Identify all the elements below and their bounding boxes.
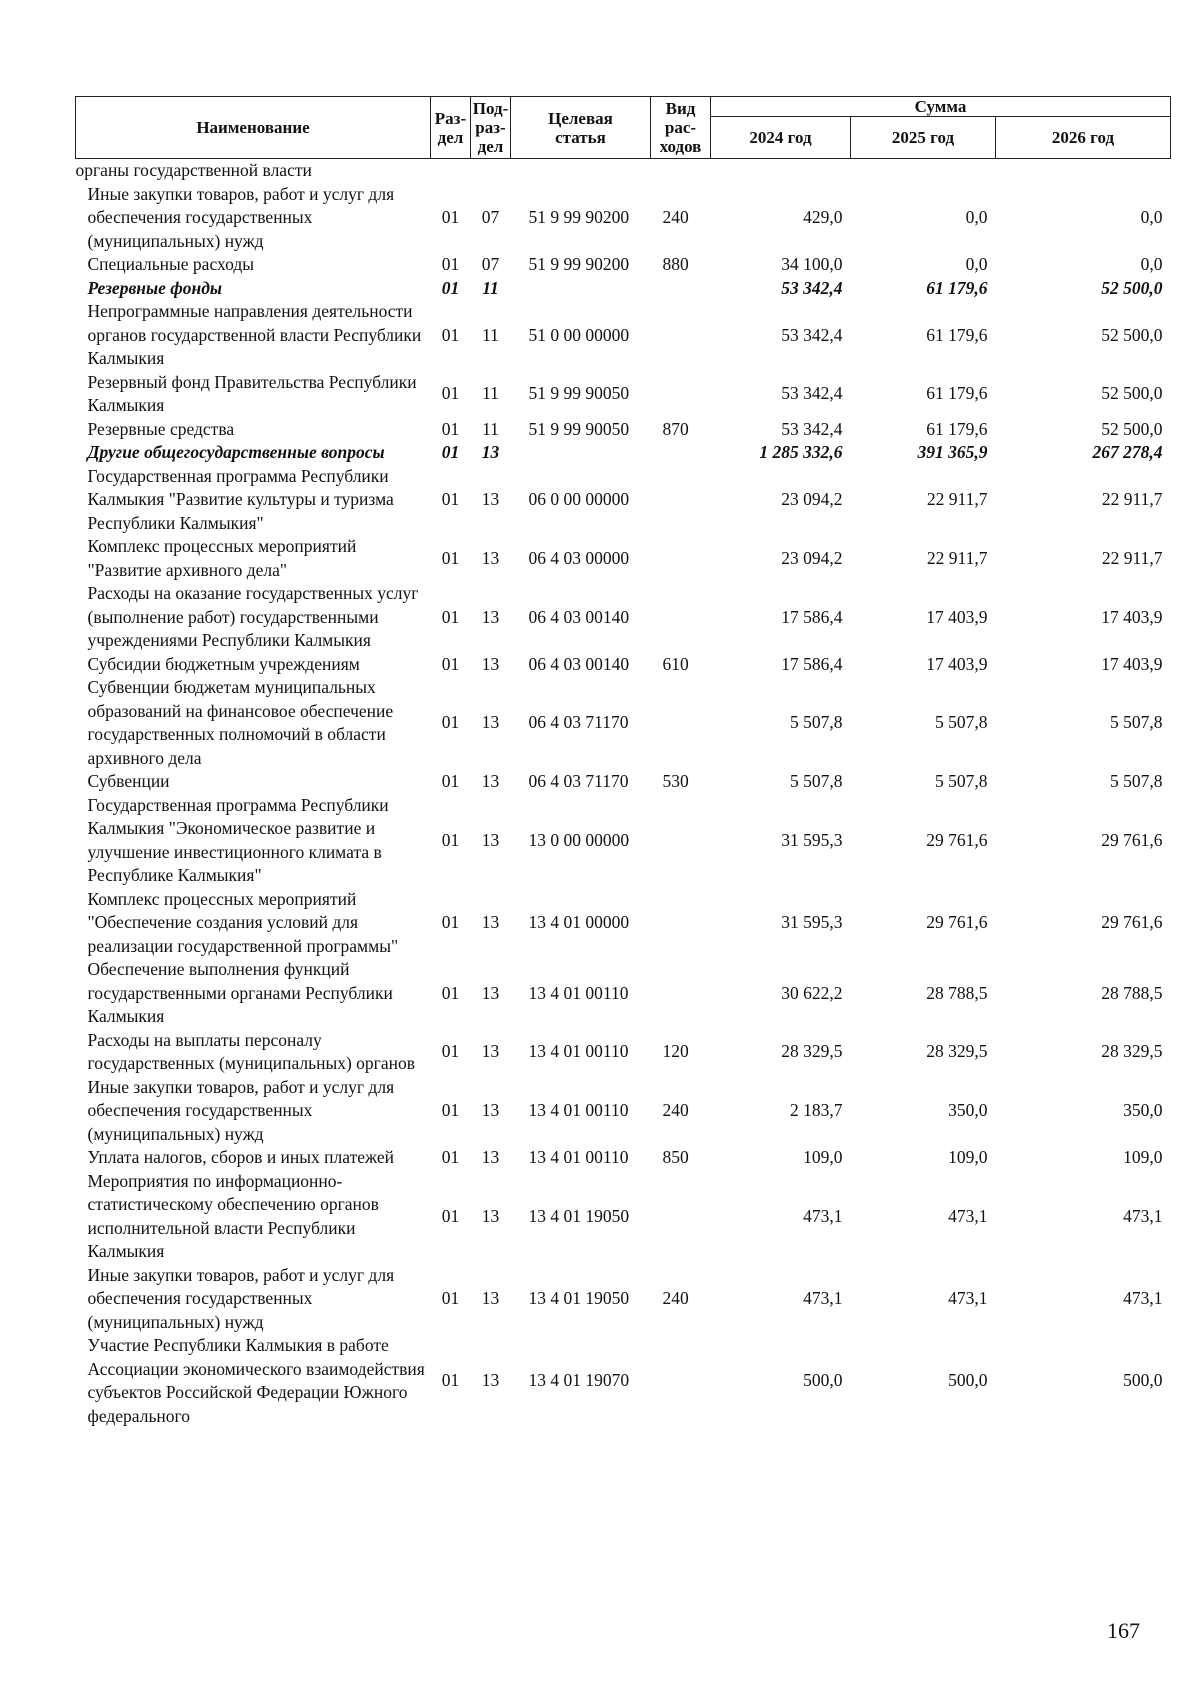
table-row: [76, 159, 1171, 183]
table-row: [76, 1170, 1171, 1264]
row-sum-2024: 34 100,0: [781, 254, 843, 274]
row-vid-raskhodov: 530: [662, 771, 689, 791]
row-sum-2026: 52 500,0: [1101, 277, 1163, 298]
row-name: Комплекс процессных мероприятий "Развитие архивного дела": [87, 536, 357, 580]
row-podrazdel: 13: [481, 547, 500, 568]
row-podrazdel: 13: [481, 1147, 500, 1167]
row-sum-2024: 5 507,8: [790, 712, 843, 733]
row-celevaya-statya: 13 4 01 00110: [528, 1041, 629, 1062]
row-sum-2024: 53 342,4: [781, 383, 843, 404]
row-name: Мероприятия по информационно-статистическому обеспечению органов исполнительной власти Республики Калмыкия: [87, 1170, 379, 1261]
row-sum-2025: 22 911,7: [926, 547, 988, 568]
table-row: [76, 253, 1171, 277]
row-razdel: 01: [441, 771, 460, 791]
row-sum-2024: 500,0: [803, 1370, 843, 1391]
row-sum-2026: 52 500,0: [1101, 383, 1163, 404]
table-row: [76, 418, 1171, 442]
table-row: [76, 183, 1171, 254]
header-vid-raskhodov: Вид рас- ходов: [651, 97, 711, 159]
row-podrazdel: 13: [481, 1288, 500, 1308]
row-razdel: 01: [441, 277, 460, 298]
table-row: [76, 770, 1171, 794]
row-razdel: [431, 159, 471, 183]
row-podrazdel: 13: [481, 1100, 500, 1120]
row-celevaya-statya: 06 0 00 00000: [528, 489, 630, 509]
row-celevaya-statya: 51 9 99 90050: [528, 418, 630, 439]
table-row: [76, 888, 1171, 959]
row-sum-2025: 500,0: [948, 1370, 988, 1391]
row-sum-2025: 61 179,6: [926, 383, 988, 404]
table-row: [76, 676, 1171, 770]
row-sum-2025: 29 761,6: [926, 912, 988, 932]
row-vid-raskhodov: [651, 1334, 711, 1428]
row-podrazdel: 13: [481, 606, 500, 627]
row-podrazdel: 13: [481, 1370, 500, 1391]
row-sum-2026: 267 278,4: [1092, 442, 1163, 462]
row-name: Другие общегосударственные вопросы: [87, 442, 385, 462]
row-sum-2024: 23 094,2: [781, 547, 843, 568]
row-celevaya-statya: 13 4 01 00110: [528, 1147, 629, 1167]
row-vid-raskhodov: 240: [662, 1288, 689, 1308]
row-vid-raskhodov: [651, 300, 711, 371]
row-sum-2025: 473,1: [948, 1205, 988, 1226]
row-sum-2024: 31 595,3: [781, 829, 843, 850]
row-vid-raskhodov: [651, 958, 711, 1029]
row-sum-2026: 5 507,8: [1110, 771, 1163, 791]
row-celevaya-statya: 13 4 01 00110: [528, 982, 629, 1003]
row-sum-2024: 1 285 332,6: [759, 442, 843, 462]
row-podrazdel: 07: [481, 254, 500, 274]
table-row: [76, 1264, 1171, 1335]
row-vid-raskhodov: 610: [662, 653, 689, 674]
row-sum-2026: 5 507,8: [1110, 712, 1163, 733]
row-vid-raskhodov: [651, 794, 711, 888]
row-vid-raskhodov: [651, 159, 711, 183]
row-razdel: 01: [441, 829, 460, 850]
row-razdel: 01: [441, 1147, 460, 1167]
row-sum-2024: 5 507,8: [790, 771, 843, 791]
row-vid-raskhodov: 120: [662, 1041, 689, 1062]
row-name: Участие Республики Калмыкия в работе Ассоциации экономического взаимодействия субъектов Российской Федерации Южного федерального: [87, 1335, 425, 1426]
row-celevaya-statya: 13 4 01 19050: [528, 1288, 630, 1308]
header-razdel: Раз- дел: [431, 97, 471, 159]
row-podrazdel: 11: [482, 324, 499, 345]
header-year-2025: 2025 год: [851, 117, 996, 159]
row-razdel: 01: [441, 1370, 460, 1391]
budget-table: [75, 96, 1171, 1428]
row-sum-2024: 53 342,4: [781, 418, 843, 439]
row-celevaya-statya: 51 9 99 90050: [528, 383, 630, 404]
row-name: Резервные фонды: [87, 277, 223, 298]
row-sum-2024: 30 622,2: [781, 982, 843, 1003]
row-sum-2025: 109,0: [948, 1147, 988, 1167]
table-row: [76, 277, 1171, 301]
row-name: Субсидии бюджетным учреждениям: [87, 653, 360, 674]
row-celevaya-statya: 13 4 01 19050: [528, 1205, 630, 1226]
row-sum-2026: 473,1: [1123, 1288, 1163, 1308]
header-summa: Сумма: [711, 97, 1171, 117]
table-row: [76, 958, 1171, 1029]
row-celevaya-statya: 51 9 99 90200: [528, 254, 630, 274]
row-sum-2025: 29 761,6: [926, 829, 988, 850]
row-razdel: 01: [441, 418, 460, 439]
row-name: Непрограммные направления деятельности органов государственной власти Республики Калмыкия: [87, 301, 422, 368]
row-vid-raskhodov: 850: [662, 1147, 689, 1167]
row-celevaya-statya: 06 4 03 00000: [528, 547, 630, 568]
row-razdel: 01: [441, 982, 460, 1003]
row-vid-raskhodov: [651, 582, 711, 653]
header-year-2026: 2026 год: [996, 117, 1171, 159]
row-name: Иные закупки товаров, работ и услуг для обеспечения государственных (муниципальных) нужд: [87, 1264, 395, 1332]
row-razdel: 01: [441, 442, 460, 462]
row-sum-2024: 31 595,3: [781, 912, 843, 932]
row-celevaya-statya: 13 4 01 00000: [528, 912, 630, 932]
row-celevaya-statya: [511, 159, 651, 183]
row-sum-2025: 28 329,5: [926, 1041, 988, 1062]
row-podrazdel: 13: [481, 653, 500, 674]
row-podrazdel: 13: [481, 1041, 500, 1062]
row-sum-2026: 22 911,7: [1101, 489, 1163, 509]
row-razdel: 01: [441, 712, 460, 733]
row-name: Комплекс процессных мероприятий "Обеспечение создания условий для реализации государственной программы": [87, 888, 399, 956]
row-sum-2025: 17 403,9: [926, 606, 988, 627]
row-vid-raskhodov: [651, 888, 711, 959]
row-sum-2025: 473,1: [948, 1288, 988, 1308]
table-row: [76, 1146, 1171, 1170]
row-name: Специальные расходы: [87, 254, 254, 274]
row-sum-2025: 350,0: [948, 1100, 988, 1120]
table-row: [76, 1029, 1171, 1076]
header-podrazdel: Под- раз- дел: [471, 97, 511, 159]
row-vid-raskhodov: 240: [662, 1100, 689, 1120]
row-sum-2026: 0,0: [1140, 207, 1163, 227]
table-row: [76, 441, 1171, 465]
row-sum-2024: 2 183,7: [790, 1100, 843, 1120]
table-row: [76, 535, 1171, 582]
row-name: Резервные средства: [87, 418, 235, 439]
row-sum-2025: 391 365,9: [917, 442, 988, 462]
row-podrazdel: 13: [481, 489, 500, 509]
header-name: Наименование: [76, 97, 431, 159]
row-name: Резервный фонд Правительства Республики Калмыкия: [87, 371, 417, 415]
table-row: [76, 371, 1171, 418]
row-sum-2026: 17 403,9: [1101, 606, 1163, 627]
row-sum-2026: 22 911,7: [1101, 547, 1163, 568]
row-podrazdel: 13: [481, 829, 500, 850]
table-row: [76, 794, 1171, 888]
row-name: Государственная программа Республики Калмыкия "Экономическое развитие и улучшение инвестиционного климата в Республике Калмыкия": [87, 794, 389, 885]
row-celevaya-statya: 13 4 01 19070: [528, 1370, 630, 1391]
row-podrazdel: 13: [481, 1205, 500, 1226]
table-row: [76, 582, 1171, 653]
row-sum-2025: 5 507,8: [935, 771, 988, 791]
row-name: Субвенции бюджетам муниципальных образований на финансовое обеспечение государственных полномочий в области архивного дела: [87, 677, 394, 768]
row-sum-2026: 52 500,0: [1101, 324, 1163, 345]
row-sum-2026: [996, 159, 1171, 183]
row-razdel: 01: [441, 912, 460, 932]
row-sum-2026: 28 788,5: [1101, 982, 1163, 1003]
row-razdel: 01: [441, 324, 460, 345]
row-vid-raskhodov: [651, 676, 711, 770]
row-sum-2025: 61 179,6: [926, 418, 988, 439]
row-podrazdel: 13: [481, 982, 500, 1003]
row-celevaya-statya: [511, 441, 651, 465]
row-razdel: 01: [441, 606, 460, 627]
row-celevaya-statya: 51 0 00 00000: [528, 324, 630, 345]
row-vid-raskhodov: 240: [662, 207, 689, 227]
row-podrazdel: [471, 159, 511, 183]
table-row: [76, 653, 1171, 677]
row-sum-2025: 61 179,6: [926, 277, 988, 298]
row-name: органы государственной власти: [75, 160, 312, 180]
row-sum-2024: 17 586,4: [781, 653, 843, 674]
row-razdel: 01: [441, 207, 460, 227]
row-sum-2026: 350,0: [1123, 1100, 1163, 1120]
row-sum-2024: 109,0: [803, 1147, 843, 1167]
table-row: [76, 1334, 1171, 1428]
row-sum-2025: 61 179,6: [926, 324, 988, 345]
row-name: Расходы на выплаты персоналу государственных (муниципальных) органов: [87, 1029, 416, 1073]
row-razdel: 01: [441, 1288, 460, 1308]
row-razdel: 01: [441, 1041, 460, 1062]
row-sum-2026: 109,0: [1123, 1147, 1163, 1167]
row-sum-2024: 473,1: [803, 1288, 843, 1308]
row-sum-2026: 52 500,0: [1101, 418, 1163, 439]
row-celevaya-statya: [511, 277, 651, 301]
row-sum-2024: 429,0: [803, 207, 843, 227]
row-celevaya-statya: 06 4 03 00140: [528, 653, 630, 674]
row-name: Государственная программа Республики Калмыкия "Развитие культуры и туризма Республики Калмыкия": [87, 465, 394, 533]
row-name: Расходы на оказание государственных услуг (выполнение работ) государственными учреждениями Республики Калмыкия: [87, 583, 419, 650]
row-sum-2024: 17 586,4: [781, 606, 843, 627]
row-podrazdel: 13: [481, 442, 500, 462]
row-sum-2026: 29 761,6: [1101, 912, 1163, 932]
row-razdel: 01: [441, 489, 460, 509]
row-celevaya-statya: 51 9 99 90200: [528, 207, 630, 227]
row-razdel: 01: [441, 653, 460, 674]
table-row: [76, 465, 1171, 536]
row-name: Обеспечение выполнения функций государственными органами Республики Калмыкия: [87, 959, 393, 1026]
row-name: Уплата налогов, сборов и иных платежей: [87, 1147, 394, 1167]
row-sum-2024: 53 342,4: [781, 277, 843, 298]
row-name: Субвенции: [87, 771, 170, 791]
row-celevaya-statya: 06 4 03 71170: [528, 712, 629, 733]
table-row: [76, 1076, 1171, 1147]
row-podrazdel: 13: [481, 771, 500, 791]
row-razdel: 01: [441, 254, 460, 274]
row-vid-raskhodov: [651, 465, 711, 536]
row-vid-raskhodov: 870: [662, 418, 689, 439]
row-sum-2026: 0,0: [1140, 254, 1163, 274]
row-sum-2026: 473,1: [1123, 1205, 1163, 1226]
row-sum-2025: [851, 159, 996, 183]
header-celevaya-statya: Целевая статья: [511, 97, 651, 159]
row-sum-2025: 5 507,8: [935, 712, 988, 733]
row-vid-raskhodov: [651, 441, 711, 465]
row-razdel: 01: [441, 547, 460, 568]
row-celevaya-statya: 06 4 03 71170: [528, 771, 629, 791]
row-razdel: 01: [441, 1205, 460, 1226]
row-podrazdel: 13: [481, 712, 500, 733]
row-podrazdel: 07: [481, 207, 500, 227]
row-celevaya-statya: 06 4 03 00140: [528, 606, 630, 627]
row-razdel: 01: [441, 1100, 460, 1120]
table-body: [76, 159, 1171, 1429]
row-sum-2026: 500,0: [1123, 1370, 1163, 1391]
row-vid-raskhodov: [651, 371, 711, 418]
table-header: [76, 97, 1171, 159]
row-sum-2025: 17 403,9: [926, 653, 988, 674]
row-podrazdel: 11: [482, 383, 499, 404]
row-podrazdel: 11: [482, 277, 499, 298]
row-sum-2025: 28 788,5: [926, 982, 988, 1003]
row-vid-raskhodov: [651, 1170, 711, 1264]
row-celevaya-statya: 13 0 00 00000: [528, 829, 630, 850]
row-vid-raskhodov: [651, 277, 711, 301]
row-sum-2024: 28 329,5: [781, 1041, 843, 1062]
row-sum-2025: 22 911,7: [926, 489, 988, 509]
row-sum-2024: [711, 159, 851, 183]
table-row: [76, 300, 1171, 371]
row-sum-2026: 29 761,6: [1101, 829, 1163, 850]
row-podrazdel: 13: [481, 912, 500, 932]
row-vid-raskhodov: 880: [662, 254, 689, 274]
row-sum-2025: 0,0: [965, 207, 988, 227]
row-sum-2026: 17 403,9: [1101, 653, 1163, 674]
page-number: 167: [1107, 1618, 1140, 1643]
row-razdel: 01: [441, 383, 460, 404]
row-sum-2024: 53 342,4: [781, 324, 843, 345]
row-sum-2024: 23 094,2: [781, 489, 843, 509]
row-sum-2026: 28 329,5: [1101, 1041, 1163, 1062]
header-year-2024: 2024 год: [711, 117, 851, 159]
row-podrazdel: 11: [482, 418, 499, 439]
row-name: Иные закупки товаров, работ и услуг для обеспечения государственных (муниципальных) нужд: [87, 1076, 395, 1144]
row-sum-2024: 473,1: [803, 1205, 843, 1226]
row-name: Иные закупки товаров, работ и услуг для обеспечения государственных (муниципальных) нужд: [87, 183, 395, 251]
row-sum-2025: 0,0: [965, 254, 988, 274]
row-celevaya-statya: 13 4 01 00110: [528, 1100, 629, 1120]
row-vid-raskhodov: [651, 535, 711, 582]
